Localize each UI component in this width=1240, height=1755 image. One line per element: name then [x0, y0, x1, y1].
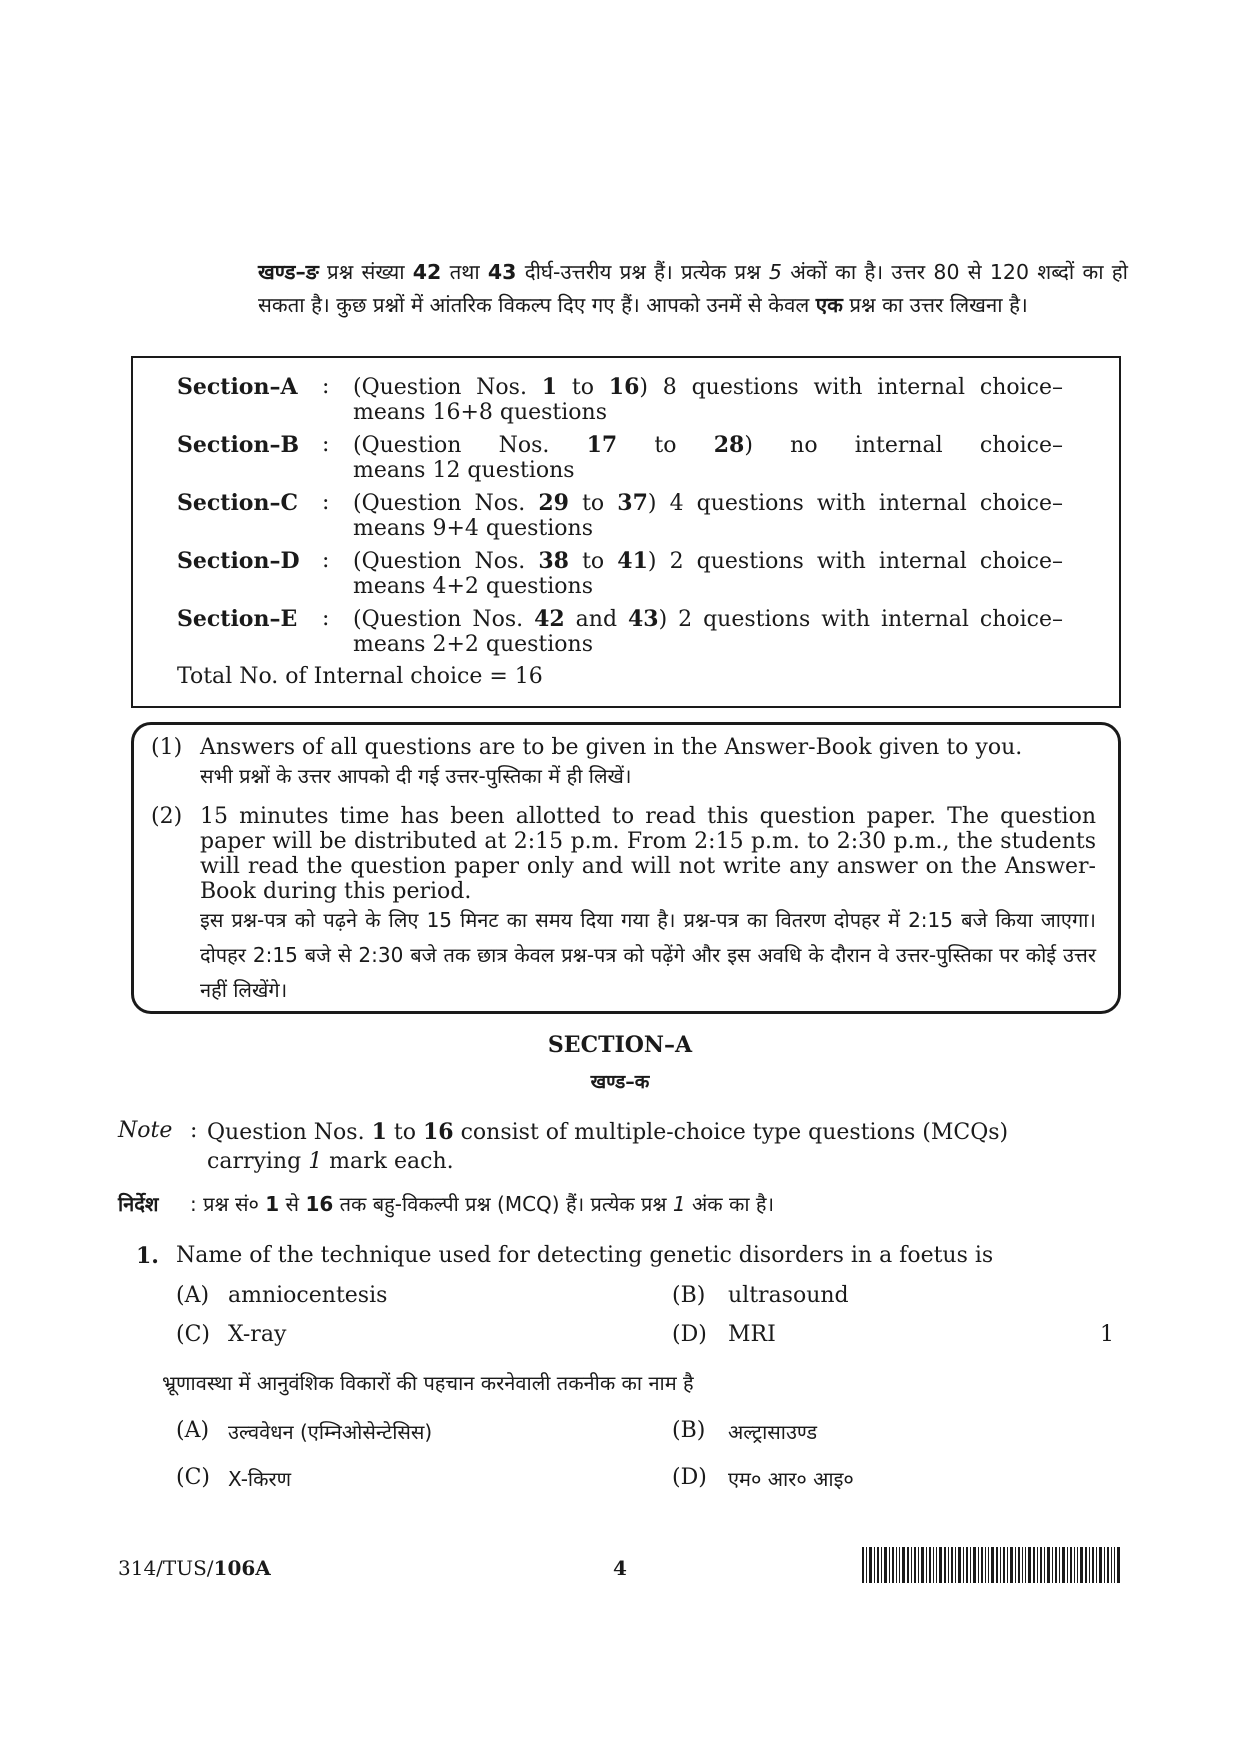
option-text: MRI	[728, 1322, 776, 1347]
option-key: (D)	[672, 1322, 707, 1347]
section-e-label: खण्ड–ङ	[258, 260, 319, 284]
section-description: (Question Nos. 38 to 41) 2 questions with internal choice–	[353, 548, 1063, 574]
nirdesh-label: निर्देश	[118, 1192, 159, 1216]
option-text: X-ray	[228, 1322, 287, 1347]
question-marks: 1	[1100, 1322, 1114, 1347]
page-number: 4	[613, 1556, 627, 1580]
option-text: amniocentesis	[228, 1283, 388, 1308]
section-label: Section–B	[177, 432, 300, 458]
instruction-english: Answers of all questions are to be given in the Answer-Book given to you.	[200, 735, 1023, 760]
section-description: (Question Nos. 17 to 28) no internal choice–	[353, 432, 1064, 458]
paper-code: 314/TUS/106A	[118, 1556, 271, 1580]
option-text-hindi: अल्ट्रासाउण्ड	[728, 1420, 818, 1444]
option-key: (A)	[176, 1283, 210, 1308]
section-e-instruction-hindi: खण्ड–ङ प्रश्न संख्या 42 तथा 43 दीर्घ-उत्तरीय प्रश्न हैं। प्रत्येक प्रश्न 5 अंकों का है। उत्तर 80 से 120 शब्दों का हो सकता है। कुछ प्रश्नों में आंतरिक विकल्प दिए गए हैं। आपको उनमें से केवल एक प्रश्न का उत्तर लिखना है।	[258, 260, 1128, 317]
section-heading-hindi: खण्ड–क	[590, 1071, 650, 1093]
option-text-hindi: एम० आर० आइ०	[728, 1467, 854, 1491]
instruction-number: (2)	[151, 804, 183, 829]
option-key: (A)	[176, 1418, 210, 1443]
section-label: Section–C	[177, 490, 298, 516]
option-key: (D)	[672, 1465, 707, 1490]
section-heading: SECTION–A	[547, 1032, 693, 1058]
instruction-hindi: इस प्रश्न-पत्र को पढ़ने के लिए 15 मिनट का समय दिया गया है। प्रश्न-पत्र का वितरण दोपहर में 2:15 बजे किया जाएगा। दोपहर 2:15 बजे से 2:30 बजे तक छात्र केवल प्रश्न-पत्र को पढ़ेंगे और इस अवधि के दौरान वे उत्तर-पुस्तिका पर कोई उत्तर नहीं लिखेंगे।	[200, 908, 1096, 1002]
section-label: Section–D	[177, 548, 300, 574]
option-key: (C)	[176, 1322, 210, 1347]
option-text: ultrasound	[728, 1283, 849, 1308]
instruction-hindi: सभी प्रश्नों के उत्तर आपको दी गई उत्तर-पुस्तिका में ही लिखें।	[200, 764, 632, 788]
option-key: (C)	[176, 1465, 210, 1490]
total-internal-choice: Total No. of Internal choice = 16	[177, 664, 543, 689]
question-number: 1.	[136, 1243, 159, 1269]
option-text-hindi: उल्ववेधन (एम्निओसेन्टेसिस)	[228, 1420, 433, 1444]
note-text: Question Nos. 1 to 16 consist of multiple-choice type questions (MCQs) carrying 1 mark each.	[207, 1119, 1009, 1174]
section-description: (Question Nos. 1 to 16) 8 questions with internal choice–	[353, 374, 1063, 400]
instruction-english: 15 minutes time has been allotted to read this question paper. The question paper will be distributed at 2:15 p.m. From 2:15 p.m. to 2:30 p.m., the students will read the question paper only and will not write any answer on the Answer-Book during this period.	[200, 804, 1096, 904]
section-label: Section–E	[177, 606, 298, 632]
general-instructions-box	[131, 722, 1121, 1014]
barcode-icon	[862, 1547, 1120, 1583]
section-label: Section–A	[177, 374, 298, 400]
option-key: (B)	[672, 1418, 706, 1443]
option-text-hindi: X-किरण	[228, 1467, 292, 1491]
instruction-number: (1)	[151, 735, 183, 760]
question-text-hindi: भ्रूणावस्था में आनुवंशिक विकारों की पहचान करनेवाली तकनीक का नाम है	[162, 1371, 694, 1395]
note-label: Note	[118, 1118, 173, 1143]
section-description: (Question Nos. 29 to 37) 4 questions with internal choice–	[353, 490, 1063, 516]
question-text: Name of the technique used for detecting genetic disorders in a foetus is	[176, 1243, 994, 1268]
option-key: (B)	[672, 1283, 706, 1308]
section-description: (Question Nos. 42 and 43) 2 questions with internal choice–	[353, 606, 1063, 632]
sections-summary-box: Section–A : (Question Nos. 1 to 16) 8 questions with internal choice– means 16+8 questions Section–B : (Question Nos. 17 to 28) no internal choice– means 12 questions Section–C : (Question Nos. 29 to 37) 4 questions with internal choice– means 9+4 questions Section–D : (Question Nos. 38 to 41) 2 questions with internal choice– means 4+2 questions Section–E : (Question Nos. 42 and 43) 2 questions with internal choice– means 2+2 questions Total No. of Internal choice = 16	[131, 356, 1121, 708]
nirdesh-text: : प्रश्न सं० 1 से 16 तक बहु-विकल्पी प्रश्न (MCQ) हैं। प्रत्येक प्रश्न 1 अंक का है।	[190, 1192, 775, 1216]
